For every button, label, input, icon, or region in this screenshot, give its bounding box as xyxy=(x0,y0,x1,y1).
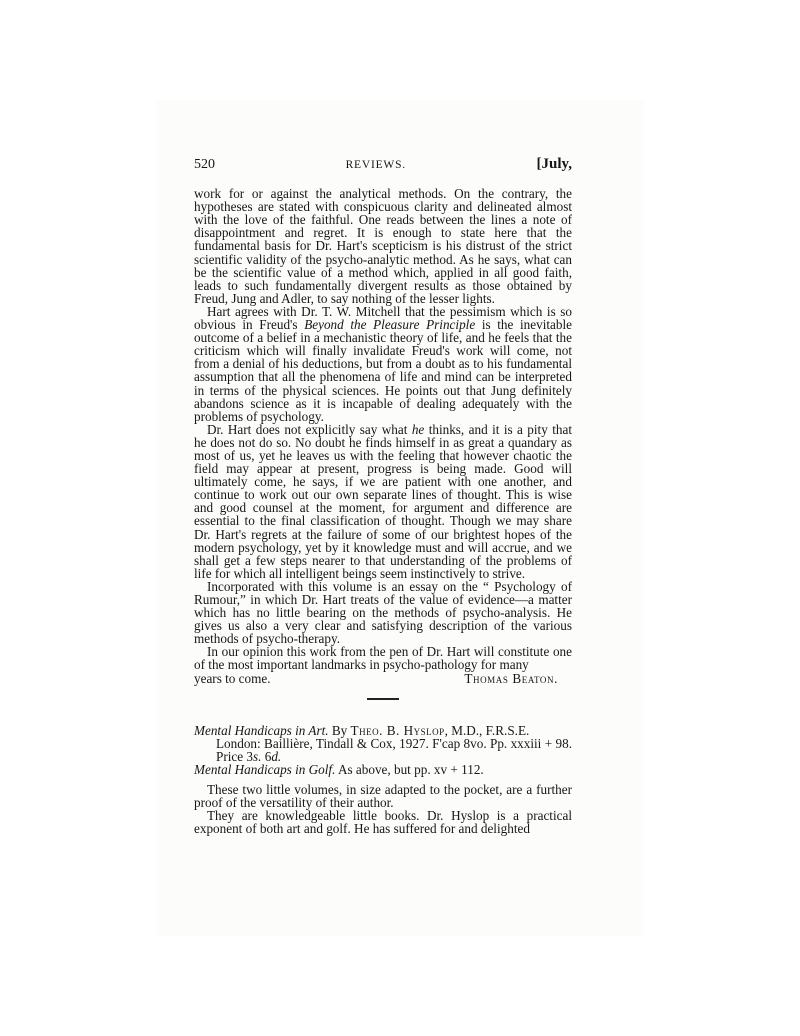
book-title-beyond: Beyond the Pleasure Principle xyxy=(304,317,476,333)
page-number: 520 xyxy=(194,157,215,172)
book-title-golf: Mental Handicaps in Golf. xyxy=(194,761,336,777)
review-paragraph-4: Incorporated with this volume is an essay on the “ Psychology of Rumour,” in which Dr. Hart treats of the value of evidence—a matter which has no little bearing on the methods of psycho-analysis. He gives us also a very clear and satisfying description of the various methods of psycho-therapy. xyxy=(194,578,572,647)
page-content xyxy=(194,158,572,835)
review-paragraph-2: Hart agrees with Dr. T. W. Mitchell that the pessimism which is so obvious in Freud's Beyond the Pleasure Principle is the inevitable outcome of a belief in a mechanistic theory of life, and he feels that the criticism which will finally invalidate Freud's work will come, not from a denial of his deductions, but from a doubt as to his fundamental assumption that all the phenomena of life and mind can be interpreted in terms of the physical sciences. He points out that Jung definitely abandons science as it is incapable of dealing adequately with the problems of psychology. xyxy=(194,303,572,424)
review-paragraph-3: Dr. Hart does not explicitly say what he thinks, and it is a pity that he does not do so. No doubt he finds himself in as great a quandary as most of us, yet he leaves us with the feeling that however chaotic the field may appear at present, progress is being made. Good will ultimately come, he says, if we are patient with one another, and continue to work out our own separate lines of thought. This is wise and good counsel at the moment, for argument and difference are essential to the final classification of thought. Though we may share Dr. Hart's regrets at the failure of some of our brightest hopes of the modern psychology, yet by it knowledge must and will accrue, and we shall get a few steps nearer to that understanding of the problems of life for which all intelligent beings seem instinctively to strive. xyxy=(194,421,572,581)
reviewer-signature: Thomas Beaton. xyxy=(464,670,558,686)
section-divider xyxy=(367,698,399,700)
book-entry-art: Mental Handicaps in Art. By Theo. B. Hyslop, M.D., F.R.S.E. London: Baillière, Tindall & Cox, 1927. F'cap 8vo. Pp. xxxiii + 98. Price 3s. 6d. xyxy=(194,722,572,764)
book-author: Theo. B. Hyslop xyxy=(350,722,445,738)
closing-line xyxy=(194,672,572,685)
running-header xyxy=(194,158,572,172)
review-paragraph-5: In our opinion this work from the pen of Dr. Hart will constitute one of the most important landmarks in psycho-pathology for many xyxy=(194,644,572,673)
review-paragraph-1: work for or against the analytical methods. On the contrary, the hypotheses are stated with conspicuous clarity and delineated almost with the love of the faithful. One reads between the lines a note of disappointment and regret. It is enough to state here that the fundamental basis for Dr. Hart's scepticism is his distrust of the strict scientific validity of the psycho-analytic method. As he says, what can be the scientific value of a method which, applied in all good faith, leads to such fundamentally divergent results as those obtained by Freud, Jung and Adler, to say nothing of the lesser lights. xyxy=(194,186,572,306)
closing-text: years to come. xyxy=(194,670,271,686)
book-title-art: Mental Handicaps in Art. xyxy=(194,722,329,738)
next-review-paragraph-1: These two little volumes, in size adapted to the pocket, are a further proof of the versatility of their author. xyxy=(194,782,572,811)
issue-month: [July, xyxy=(536,156,572,172)
book-publication-details: London: Baillière, Tindall & Cox, 1927. F'cap 8vo. Pp. xxxiii + 98. Price 3 xyxy=(216,735,572,764)
running-title: REVIEWS. xyxy=(345,159,406,171)
book-entry-golf: Mental Handicaps in Golf. As above, but pp. xv + 112. xyxy=(194,761,484,777)
next-review-paragraph-2: They are knowledgeable little books. Dr. Hyslop is a practical exponent of both art and golf. He has suffered for and delighted xyxy=(194,808,572,837)
